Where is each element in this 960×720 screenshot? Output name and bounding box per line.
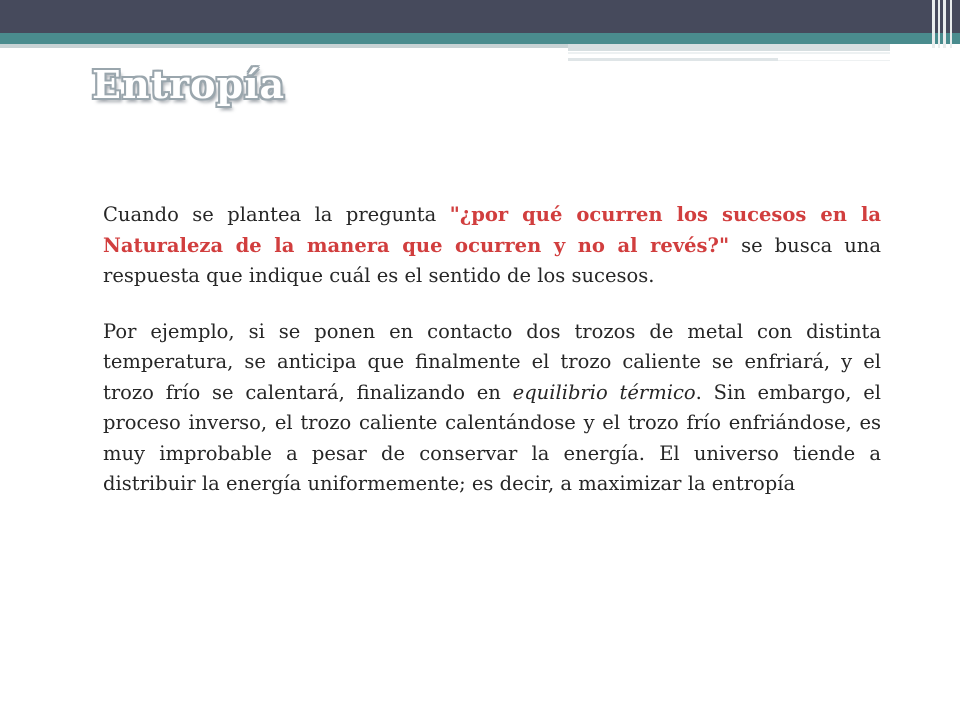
paragraph-example	[103, 317, 881, 500]
header-accent-line	[568, 52, 890, 54]
emphasized-term: equilibrio térmico	[512, 380, 696, 404]
header-shadow-bar	[0, 44, 570, 48]
header-accent-line	[778, 60, 890, 61]
slide-title: Entropía	[92, 62, 286, 107]
example-text-continued: . Sin embargo, el proceso inverso, el trozo caliente calentándose y el trozo frío enfriándose, es muy improbable a pesar de conservar la energía. El universo tiende a distribuir la energía uniformemente; es decir, a maximizar la entropía	[103, 380, 881, 495]
intro-text: Cuando se plantea la pregunta	[103, 203, 450, 226]
intro-text-continued: se busca una respuesta que indique cuál es el sentido de los sucesos.	[103, 233, 881, 287]
header-step-bar	[568, 44, 890, 51]
paragraph-intro	[103, 200, 881, 292]
header-teal-bar	[0, 33, 960, 44]
corner-stripes	[924, 0, 960, 48]
slide-body	[103, 200, 881, 525]
example-text: Por ejemplo, si se ponen en contacto dos trozos de metal con distinta temperatura, se anticipa que finalmente el trozo caliente se enfriará, y el trozo frío se calentará, finalizando en	[103, 319, 881, 404]
highlighted-question: "¿por qué ocurren los sucesos en la Naturaleza de la manera que ocurren y no al revés?"	[103, 203, 881, 257]
header-dark-bar	[0, 0, 960, 33]
header-accent-line	[568, 58, 778, 61]
